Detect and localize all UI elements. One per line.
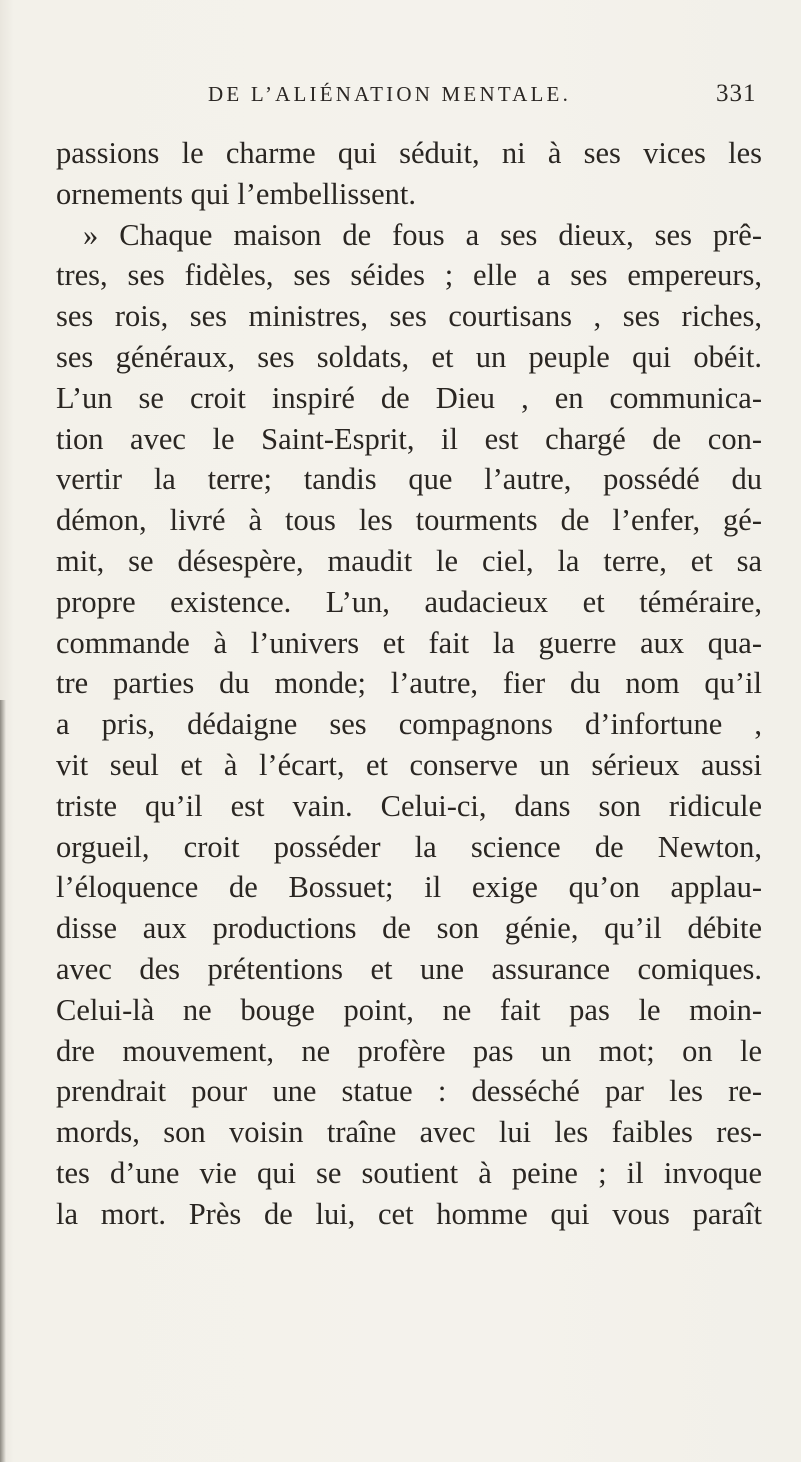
text-line: L’un se croit inspiré de Dieu , en communica- [56,380,762,415]
text-line: mit, se désespère, maudit le ciel, la terre, et sa [56,543,762,578]
text-line: dre mouvement, ne profère pas un mot; on le [56,1033,762,1068]
text-line: tres, ses fidèles, ses séides ; elle a ses empereurs, [56,258,762,293]
text-line: a pris, dédaigne ses compagnons d’infortune , [56,707,762,742]
page-edge-shadow [0,700,6,1462]
text-line: ses rois, ses ministres, ses courtisans , ses riches, [56,299,762,334]
text-line: démon, livré à tous les tourments de l’enfer, gé- [56,503,762,538]
running-head-title: DE L’ALIÉNATION MENTALE. [208,82,572,106]
text-line: la mort. Près de lui, cet homme qui vous paraît [56,1196,762,1231]
text-line: orgueil, croit posséder la science de Newton, [56,829,762,864]
text-line: propre existence. L’un, audacieux et téméraire, [56,584,762,619]
text-line: tes d’une vie qui se soutient à peine ; il invoque [56,1155,762,1190]
text-line: mords, son voisin traîne avec lui les faibles res- [56,1115,762,1150]
text-line: commande à l’univers et fait la guerre aux qua- [56,625,762,660]
text-line: ses généraux, ses soldats, et un peuple qui obéit. [56,339,762,374]
text-line: vertir la terre; tandis que l’autre, possédé du [56,462,762,497]
text-line: l’éloquence de Bossuet; il exige qu’on applau- [56,870,762,905]
text-line: vit seul et à l’écart, et conserve un sérieux aussi [56,747,762,782]
text-line: » Chaque maison de fous a ses dieux, ses prê- [83,217,762,252]
text-line: triste qu’il est vain. Celui-ci, dans son ridicule [56,788,762,823]
body-text [56,133,762,1235]
page-number: 331 [716,80,757,107]
text-line: passions le charme qui séduit, ni à ses vices les [56,136,762,170]
text-line: ornements qui l’embellissent. [56,176,416,211]
text-line: Celui-là ne bouge point, ne fait pas le moin- [56,992,762,1027]
text-line: tion avec le Saint-Esprit, il est chargé de con- [56,421,762,456]
text-line: avec des prétentions et une assurance comiques. [56,951,762,986]
running-head [0,82,801,112]
text-line: prendrait pour une statue : desséché par les re- [56,1074,762,1109]
text-line: disse aux productions de son génie, qu’il débite [56,911,762,946]
text-line: tre parties du monde; l’autre, fier du nom qu’il [56,666,762,701]
